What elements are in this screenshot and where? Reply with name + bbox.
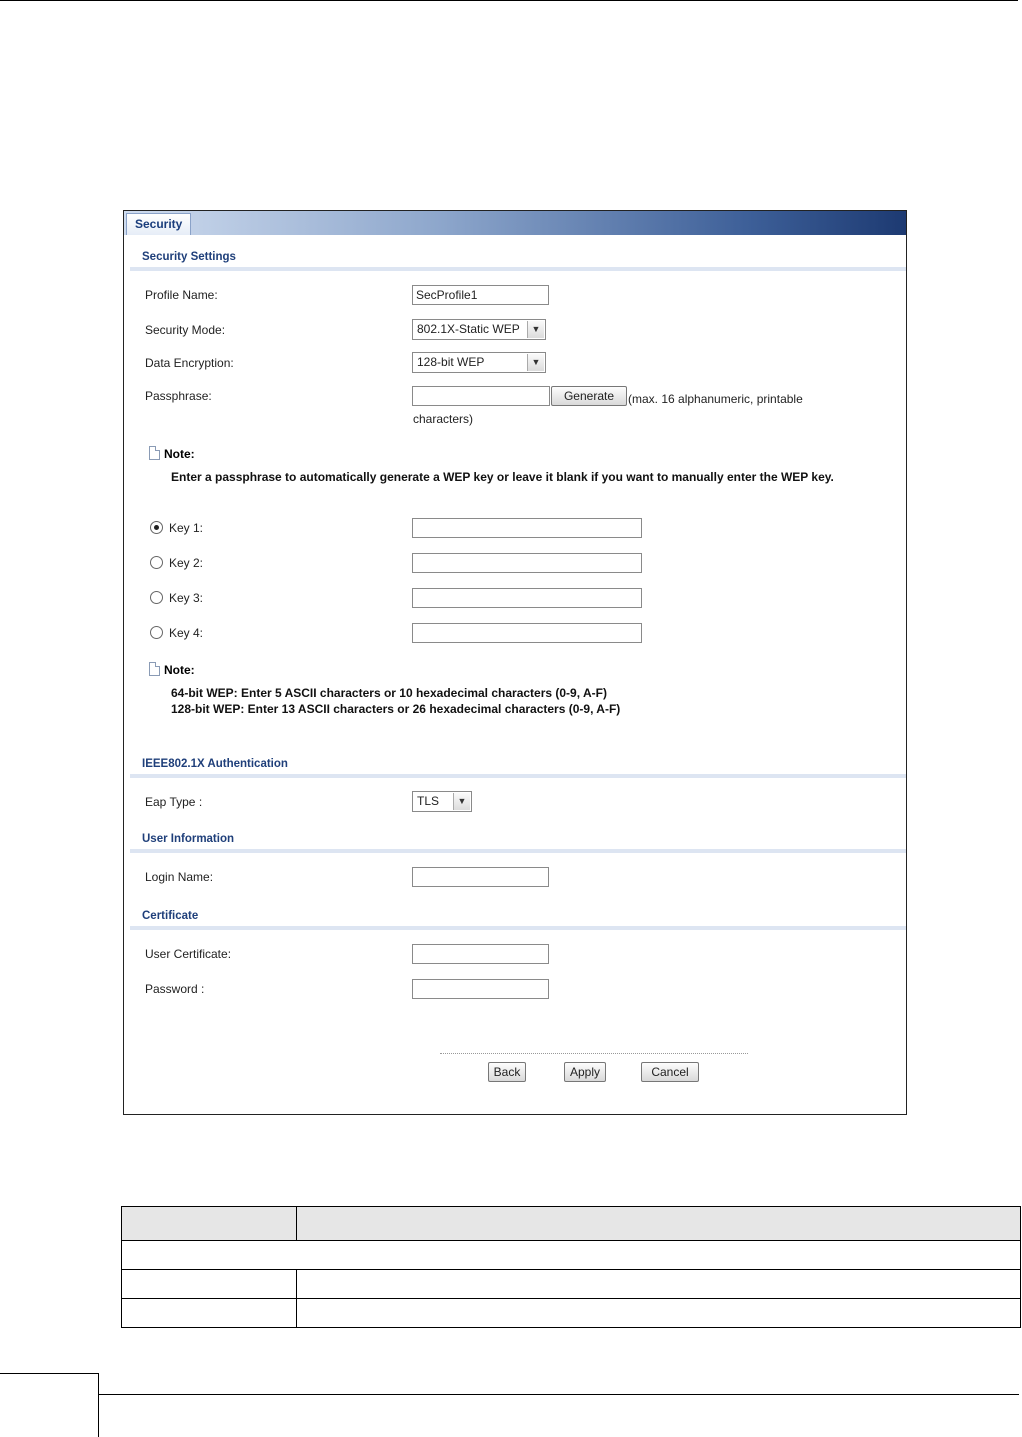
section-divider [130,926,906,930]
key2-input[interactable] [412,553,642,573]
section-divider [130,267,906,271]
key1-label: Key 1: [169,521,204,535]
security-mode-label: Security Mode: [145,323,226,337]
security-mode-select[interactable] [412,319,546,340]
data-encryption-select[interactable] [412,352,546,373]
password-input[interactable] [412,979,549,999]
note-text-line: 64-bit WEP: Enter 5 ASCII characters or 10 hexadecimal characters (0-9, A-F) [171,686,607,700]
chevron-down-icon[interactable]: ▼ [527,354,544,371]
chevron-down-icon[interactable]: ▼ [527,321,544,338]
key4-input[interactable] [412,623,642,643]
data-encryption-label: Data Encryption: [145,356,234,370]
login-name-input[interactable] [412,867,549,887]
profile-name-label: Profile Name: [145,288,218,302]
passphrase-hint-continued: characters) [413,412,474,426]
key2-label: Key 2: [169,556,204,570]
note-title: Note: [164,447,195,461]
key4-label: Key 4: [169,626,204,640]
table-cell [122,1299,297,1328]
section-divider [130,849,906,853]
note-title: Note: [164,663,195,677]
note-icon [149,662,160,676]
tab-security[interactable]: Security [126,213,191,235]
data-encryption-value: 128-bit WEP [417,355,485,369]
user-certificate-input[interactable] [412,944,549,964]
security-mode-value: 802.1X-Static WEP [417,322,520,336]
section-divider [130,774,906,778]
tab-bar [124,211,906,235]
key4-radio[interactable] [150,626,163,639]
table-cell [297,1299,1021,1328]
key1-input[interactable] [412,518,642,538]
note-text-line: 128-bit WEP: Enter 13 ASCII characters or 26 hexadecimal characters (0-9, A-F) [171,702,621,716]
key2-radio[interactable] [150,556,163,569]
passphrase-hint: (max. 16 alphanumeric, printable [628,392,803,406]
generate-button[interactable]: Generate [551,386,627,406]
profile-name-input[interactable] [412,285,549,305]
key3-input[interactable] [412,588,642,608]
section-title-ieee-auth: IEEE802.1X Authentication [142,758,288,770]
page-number-box [0,1373,99,1437]
password-label: Password : [145,982,205,996]
note-text: Enter a passphrase to automatically generate a WEP key or leave it blank if you want to manually enter the WEP key. [171,470,834,484]
section-title-security-settings: Security Settings [142,251,236,263]
table-row [122,1270,1021,1299]
page-top-rule [0,0,1018,1]
cancel-button[interactable]: Cancel [641,1062,699,1082]
description-table [121,1206,1021,1328]
passphrase-input[interactable] [412,386,550,406]
login-name-label: Login Name: [145,870,214,884]
passphrase-label: Passphrase: [145,389,212,403]
eap-type-select[interactable] [412,791,472,812]
section-title-user-info: User Information [142,833,235,845]
footer-rule [99,1394,1019,1395]
key1-radio[interactable] [150,521,163,534]
table-cell [122,1270,297,1299]
apply-button[interactable]: Apply [564,1062,606,1082]
eap-type-label: Eap Type : [145,795,203,809]
table-row [122,1299,1021,1328]
table-header-cell [297,1207,1021,1241]
table-row [122,1241,1021,1270]
table-header-row [122,1207,1021,1241]
user-certificate-label: User Certificate: [145,947,232,961]
eap-type-value: TLS [417,794,440,808]
button-divider [440,1053,748,1054]
note-icon [149,446,160,460]
table-cell [297,1270,1021,1299]
table-header-cell [122,1207,297,1241]
security-screen [123,210,907,1115]
chevron-down-icon[interactable]: ▼ [453,793,470,810]
section-title-certificate: Certificate [142,910,199,922]
back-button[interactable]: Back [488,1062,526,1082]
key3-label: Key 3: [169,591,204,605]
key3-radio[interactable] [150,591,163,604]
table-cell [122,1241,1021,1270]
